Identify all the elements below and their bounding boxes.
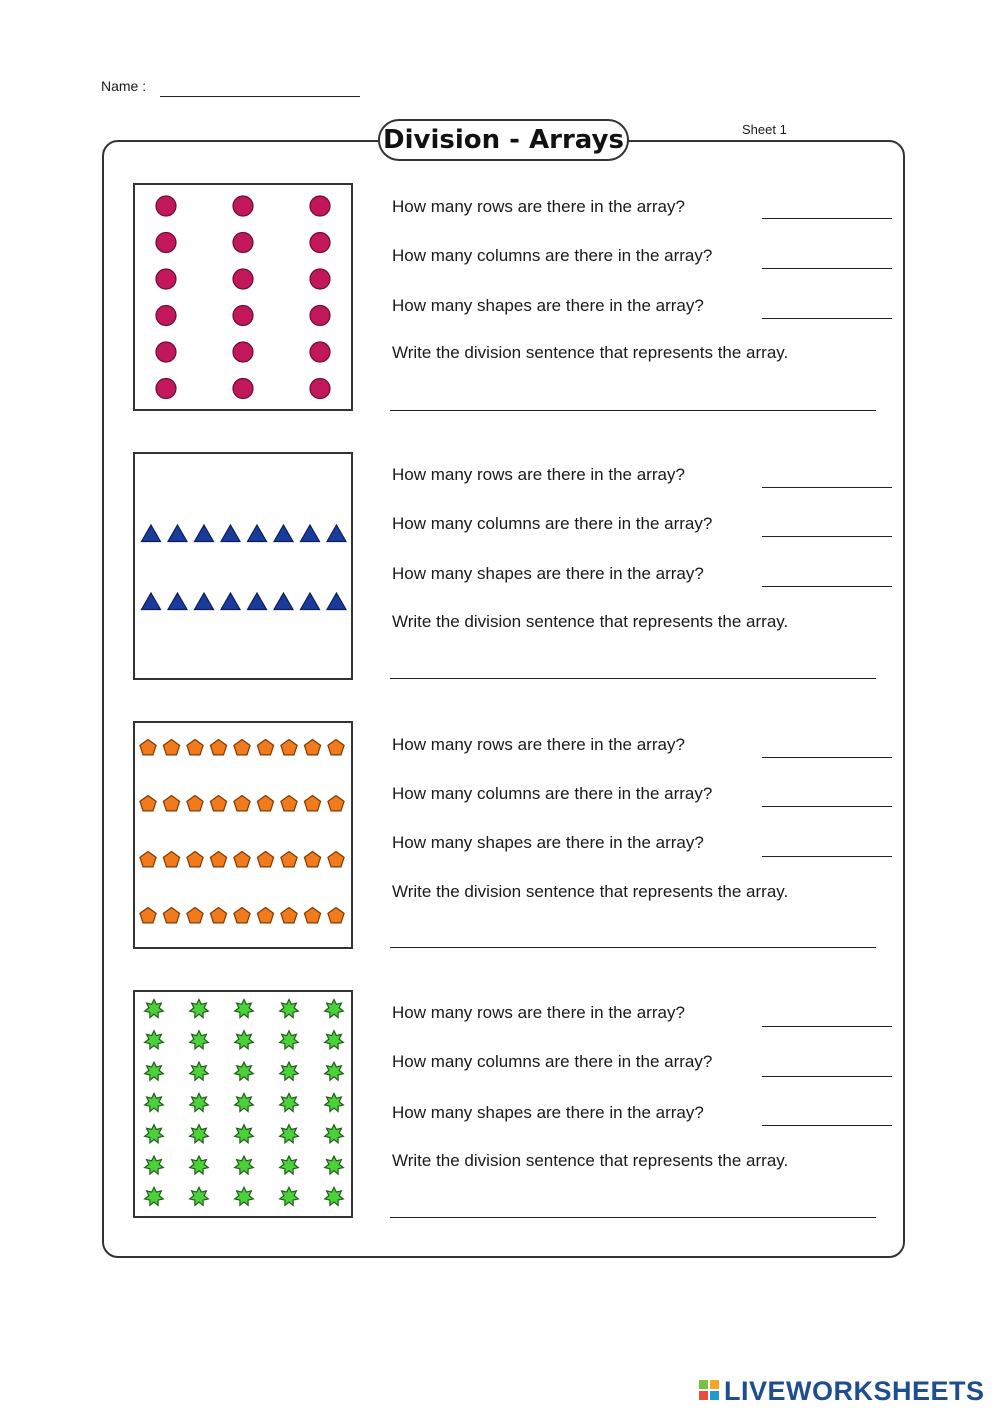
star-shape <box>280 1062 299 1080</box>
star-shape <box>145 1093 164 1111</box>
star-shape <box>235 1062 254 1080</box>
circle-shape <box>310 306 330 326</box>
triangle-shape <box>168 593 187 610</box>
star-shape <box>325 1125 344 1143</box>
question-sentence-2: Write the division sentence that represents the array. <box>392 612 789 631</box>
circle-shape <box>233 379 253 399</box>
question-rows-4: How many rows are there in the array? <box>392 1003 685 1022</box>
triangle-shape <box>142 593 161 610</box>
circle-shape <box>233 196 253 216</box>
triangle-shape <box>327 525 346 542</box>
answer-rows-4[interactable] <box>762 1026 892 1027</box>
triangle-shape <box>195 593 214 610</box>
star-shape <box>190 1031 209 1049</box>
pentagon-shape <box>328 740 344 755</box>
star-shape <box>280 1187 299 1205</box>
pentagon-shape <box>257 908 273 923</box>
circle-shape <box>310 233 330 253</box>
name-label: Name : <box>101 78 147 94</box>
pentagon-shape <box>328 852 344 867</box>
pentagon-shape <box>187 740 203 755</box>
question-shapes-2: How many shapes are there in the array? <box>392 564 704 583</box>
pentagon-shape <box>281 740 297 755</box>
question-columns-4: How many columns are there in the array? <box>392 1052 713 1071</box>
star-shape <box>325 1062 344 1080</box>
answer-columns-3[interactable] <box>762 806 892 807</box>
pentagon-shape <box>234 852 250 867</box>
question-rows-3: How many rows are there in the array? <box>392 735 685 754</box>
answer-columns-1[interactable] <box>762 268 892 269</box>
answer-rows-3[interactable] <box>762 757 892 758</box>
star-shape <box>280 1093 299 1111</box>
triangle-shape <box>301 593 320 610</box>
star-shape <box>190 1187 209 1205</box>
star-shape <box>325 1187 344 1205</box>
question-columns-1: How many columns are there in the array? <box>392 246 713 265</box>
answer-sentence-3[interactable] <box>390 947 876 948</box>
question-shapes-3: How many shapes are there in the array? <box>392 833 704 852</box>
pentagon-shape <box>210 908 226 923</box>
pentagon-shape <box>304 740 320 755</box>
circle-array <box>135 185 351 409</box>
footer-brand <box>698 1374 985 1408</box>
question-shapes-1: How many shapes are there in the array? <box>392 296 704 315</box>
answer-shapes-2[interactable] <box>762 586 892 587</box>
question-shapes-4: How many shapes are there in the array? <box>392 1103 704 1122</box>
sheet-number: Sheet 1 <box>742 122 787 137</box>
question-columns-2: How many columns are there in the array? <box>392 514 713 533</box>
star-shape <box>145 1062 164 1080</box>
pentagon-shape <box>187 908 203 923</box>
question-sentence-4: Write the division sentence that represents the array. <box>392 1151 789 1170</box>
circle-shape <box>233 306 253 326</box>
pentagon-shape <box>234 796 250 811</box>
star-shape <box>325 1031 344 1049</box>
triangle-shape <box>248 525 267 542</box>
triangle-shape <box>248 593 267 610</box>
array-box-4 <box>133 990 353 1218</box>
circle-shape <box>156 306 176 326</box>
star-shape <box>145 1000 164 1018</box>
triangle-shape <box>221 525 240 542</box>
circle-shape <box>156 379 176 399</box>
star-shape <box>235 1093 254 1111</box>
circle-shape <box>156 342 176 362</box>
circle-shape <box>156 196 176 216</box>
pentagon-shape <box>210 796 226 811</box>
pentagon-shape <box>210 852 226 867</box>
question-sentence-1: Write the division sentence that represents the array. <box>392 343 789 362</box>
pentagon-shape <box>234 908 250 923</box>
star-shape <box>235 1031 254 1049</box>
answer-shapes-3[interactable] <box>762 856 892 857</box>
circle-shape <box>233 269 253 289</box>
star-shape <box>190 1062 209 1080</box>
circle-shape <box>156 233 176 253</box>
answer-shapes-4[interactable] <box>762 1125 892 1126</box>
triangle-shape <box>327 593 346 610</box>
array-box-2 <box>133 452 353 680</box>
star-shape <box>190 1156 209 1174</box>
star-shape <box>325 1000 344 1018</box>
pentagon-shape <box>187 796 203 811</box>
triangle-shape <box>195 525 214 542</box>
array-box-1 <box>133 183 353 411</box>
answer-columns-2[interactable] <box>762 536 892 537</box>
brand-text: LIVEWORKSHEETS <box>724 1375 985 1406</box>
array-box-3 <box>133 721 353 949</box>
answer-columns-4[interactable] <box>762 1076 892 1077</box>
star-shape <box>145 1156 164 1174</box>
star-shape <box>145 1031 164 1049</box>
star-shape <box>235 1000 254 1018</box>
pentagon-shape <box>281 852 297 867</box>
star-shape <box>190 1125 209 1143</box>
star-shape <box>280 1000 299 1018</box>
pentagon-shape <box>163 908 179 923</box>
star-shape <box>325 1156 344 1174</box>
answer-sentence-4[interactable] <box>390 1217 876 1218</box>
star-shape <box>325 1093 344 1111</box>
answer-rows-2[interactable] <box>762 487 892 488</box>
star-shape <box>145 1125 164 1143</box>
pentagon-shape <box>234 740 250 755</box>
triangle-shape <box>274 593 293 610</box>
page-title: Division - Arrays <box>378 119 629 161</box>
pentagon-shape <box>163 852 179 867</box>
triangle-shape <box>221 593 240 610</box>
triangle-shape <box>301 525 320 542</box>
pentagon-shape <box>257 796 273 811</box>
pentagon-shape <box>140 740 156 755</box>
star-shape <box>190 1000 209 1018</box>
pentagon-shape <box>257 740 273 755</box>
star-shape <box>280 1125 299 1143</box>
pentagon-shape <box>304 908 320 923</box>
triangle-shape <box>168 525 187 542</box>
pentagon-shape <box>140 908 156 923</box>
pentagon-shape <box>257 852 273 867</box>
pentagon-shape <box>328 796 344 811</box>
question-columns-3: How many columns are there in the array? <box>392 784 713 803</box>
star-shape <box>235 1156 254 1174</box>
answer-rows-1[interactable] <box>762 218 892 219</box>
question-sentence-3: Write the division sentence that represents the array. <box>392 882 789 901</box>
circle-shape <box>233 342 253 362</box>
star-shape <box>280 1031 299 1049</box>
triangle-shape <box>274 525 293 542</box>
circle-shape <box>310 342 330 362</box>
circle-shape <box>233 233 253 253</box>
triangle-array <box>135 454 351 678</box>
circle-shape <box>310 269 330 289</box>
question-rows-1: How many rows are there in the array? <box>392 197 685 216</box>
pentagon-shape <box>304 852 320 867</box>
star-shape <box>235 1187 254 1205</box>
circle-shape <box>156 269 176 289</box>
pentagon-shape <box>140 796 156 811</box>
answer-sentence-1[interactable] <box>390 410 876 411</box>
pentagon-shape <box>140 852 156 867</box>
answer-shapes-1[interactable] <box>762 318 892 319</box>
pentagon-shape <box>210 740 226 755</box>
pentagon-shape <box>163 796 179 811</box>
star-shape <box>280 1156 299 1174</box>
star-shape <box>190 1093 209 1111</box>
liveworksheets-logo-icon <box>698 1378 720 1404</box>
answer-sentence-2[interactable] <box>390 678 876 679</box>
pentagon-shape <box>187 852 203 867</box>
pentagon-shape <box>304 796 320 811</box>
pentagon-shape <box>281 908 297 923</box>
star-array <box>135 992 351 1216</box>
name-answer-line[interactable] <box>160 96 360 97</box>
star-shape <box>235 1125 254 1143</box>
triangle-shape <box>142 525 161 542</box>
circle-shape <box>310 379 330 399</box>
pentagon-shape <box>328 908 344 923</box>
star-shape <box>145 1187 164 1205</box>
pentagon-shape <box>163 740 179 755</box>
pentagon-array <box>135 723 351 947</box>
pentagon-shape <box>281 796 297 811</box>
question-rows-2: How many rows are there in the array? <box>392 465 685 484</box>
circle-shape <box>310 196 330 216</box>
